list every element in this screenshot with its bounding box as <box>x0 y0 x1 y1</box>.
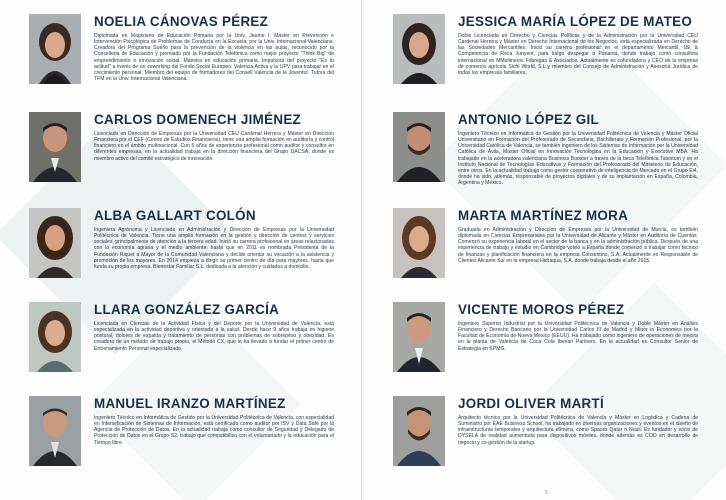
profile-bio: Arquitecto técnico por la Universidad Politécnica de Valencia y Máster en Logística y Cadena de Suministro por EAE Business School, ha trabajado en diversas organizaciones y eventos en el diseño de infraestructuras temporales y arquitectura efímera, como Spaces Qatar o Nuuli. Es fundador y socio de DYSELA de realidad aumentada para dispositivos móviles, donde además es COO en desarrollo de negocio y co-gestión de la startup. <box>458 415 698 446</box>
profile-entry <box>0 208 362 298</box>
profile-bio: Diplomada en Magisterio de Educación Primaria por la Univ. Jaume I, Máster en Prevención e Intervención Psicológica de Problemas de Conducta en la Escuela, por la Univ. Internacional Valenciana. Creadora del Programa Sueño para la prevención de la violencia en las aulas, reconocido por la Conselleria de Educación y premiado por la Fundación Telefónica como mejor proyecto "Think Big" de emprendimiento e innovación social. Maestra en educación primaria. Impulsora del proyecto "Es tu actitud" a través de un coworking del Fondo Social Europeo. Valencia Activa y la UPV para trabajar en el crecimiento personal. Miembro del equipo de formadores del Consell Valencià de la Joventut. Tutora del TFM en la Univ. Internacional Valenciana. <box>94 33 334 83</box>
right-page <box>364 0 726 500</box>
profile-name: CARLOS DOMENECH JIMÉNEZ <box>94 112 302 127</box>
left-page <box>0 0 362 500</box>
profile-bio: Ingeniero Superior Industrial por la Universidad Politécnica de Valencia y Doble Máster en Análisis Financiero y Derecho Bancario por la Universidad Carlos III de Madrid y Minor in Economics por la Facultad de Economía de Nueva México (EEUU). Ha trabajado como ingeniero de operaciones de mejora en la planta de Valencia de Coca Cola Iberian Partners. En la actualidad es Consultor Senior de Estrategia en KPMG. <box>458 321 698 352</box>
profile-bio: Licenciada en Ciencias de la Actividad Física y del Deporte por la Universidad de Valencia, está especializada en la actividad deportiva y orientada a la salud. Desde hace 9 años trabaja en higiene postural, dolores de espalda y tratamiento de personas con problemas de sobrepeso y obesidad. Es creadora de un método de trabajo propio, el Método CX, que le ha llevado a fundar el primer centro de Entrenamiento Personal especializado. <box>94 321 334 352</box>
profile-name: MANUEL IRANZO MARTÍNEZ <box>94 396 286 411</box>
profile-entry <box>364 112 726 202</box>
profile-entry <box>0 112 362 202</box>
profile-entry <box>0 302 362 392</box>
profile-bio: Licenciado en Dirección de Empresas por la Universidad CEU Cardenal Herrera y Máster en Dirección Financiera por el CEF (Centro de Estudios Financieros), tiene una amplia formación en auditoría y control financiero en el ámbito multinacional. Con 5 años de experiencia profesional como auditor y consultor en diferentes empresas, en la actualidad trabaja en la dirección financiera del Grupo DACSA, donde es miembro activo del comité estratégico de innovación. <box>94 131 334 162</box>
profile-bio: Ingeniera Agrónoma y Licenciada en Administración y Dirección de Empresas por la Universidad Politécnica de Valencia. Tiene una amplia formación en la gestión y dirección de centros y servicios sociales, principalmente de atención a la tercera edad. Inició su carrera profesional en áreas relacionadas con la economía agraria y el medio ambiente, hasta que en 2011 es nombrada Presidenta de la Fundación Riquet a Mayor de la Comunidad Valenciana y decide orientar su vocación a la asistencia y promoción de los mayores. En 2014 empieza a dirigir su primer centro de día para mayores, hasta que funda su propia empresa, Bienestar Familiar S.L. dedicada a la atención y cuidados a domicilio. <box>94 227 334 270</box>
profile-photo <box>393 112 445 182</box>
profile-name: ALBA GALLART COLÓN <box>94 208 256 223</box>
profile-entry <box>0 14 362 104</box>
profile-name: JESSICA MARÍA LÓPEZ DE MATEO <box>458 14 693 29</box>
profile-name: VICENTE MOROS PÉREZ <box>458 302 625 317</box>
profile-photo <box>29 302 81 372</box>
profile-entry <box>364 396 726 486</box>
profile-name: LLARA GONZÁLEZ GARCÍA <box>94 302 280 317</box>
profile-entry <box>0 396 362 486</box>
profile-bio: Graduada en Administración y Dirección de Empresas por la Universidad de Murcia, es también diplomada en Ciencias Empresariales por la Universidad de Alicante y Máster en Auditoría de Cuentas. Comenzó su experiencia laboral en el sector de la banca y en la administración pública. Después de una experiencia de trabajo y estudio en Cambridge volvió a España donde comenzó a trabajar como técnico de finanzas y planificación financiera en la empresa Consentino, S.A. Actualmente es Responsable de Clientes Alicante Sur en la empresa Hidraqua, S.A. donde trabaja desde el año 2015. <box>458 227 698 264</box>
profile-bio: Ingeniero Técnico en Informática de Gestión por la Universidad Politécnica de Valencia, con especialidad en Intensificación de Sistemas de Información, está certificado como auditor por ISV y Data Safe por la Agencia de Protección de Datos. En la actualidad trabaja como consultor de Seguridad y Delegado de Protección de Datos en el Grupo S2, trabajo que compatibiliza con el voluntariado y la educación para el Tiempo libre. <box>94 415 334 446</box>
profile-entry <box>364 208 726 298</box>
profile-bio: Doble Licenciada en Derecho y Ciencias Políticas y de la Administración por la Universidad CEU Cardenal Herrera y Máster en Derecho Internacional de los Negocios, está especializada en Derecho de las Sociedades Mercantiles. Inició su carrera profesional en el departamento Mercantil, UE & Competencia de Roca Junyent, para luego despegar a Panamá, donde trabajó como consultora internacional en MMoliineros Fobregas & Asociados. Actualmente es cofundadora y CEO de la empresa de comercio agrícola Sichi World, S.L y miembro del Consejo de Administración y Asesoría Jurídica de todas las empresas familiares. <box>458 33 698 76</box>
profile-name: NOELIA CÁNOVAS PÉREZ <box>94 14 269 29</box>
profile-photo <box>393 208 445 278</box>
profile-photo <box>393 14 445 84</box>
profile-photo <box>29 112 81 182</box>
profile-bio: Ingeniero Técnico en Informática de Gestión por la Universidad Politécnica de Valencia y Máster Oficial Universitario en Formación del Profesorado de Secundaria, Bachillerato y Formación Profesional, por la Universidad Católica de Valencia, se también ingeniero de los Sistemas de Información por la Universidad Católica de Ávila, Máster Oficial en Innovación Tecnológica en la Educación y Executive MBA. Ha trabajado en la aceleradora valenciana Business Booster a través de la beca Telefónica Talentum y en el Instituto Nacional de Tecnologías Educativas y Formación del Profesorado del Ministerio de Educación, entre otros. En la actualidad trabaja como gestor cooperativo de inteligencia de Mercado en el Grupo Ei4, donde ha sido, además, responsable de proyectos digitales y de su implantación en España, Colombia, Argentina y México. <box>458 131 698 187</box>
profile-photo <box>29 208 81 278</box>
profile-entry <box>364 14 726 104</box>
page-number: 5 <box>545 490 548 496</box>
profile-photo <box>393 396 445 466</box>
profile-name: JORDI OLIVER MARTÍ <box>458 396 605 411</box>
profile-photo <box>393 302 445 372</box>
profile-name: MARTA MARTÍNEZ MORA <box>458 208 629 223</box>
profile-name: ANTONIO LÓPEZ GIL <box>458 112 599 127</box>
profile-photo <box>29 396 81 466</box>
profile-photo <box>29 14 81 84</box>
profile-entry <box>364 302 726 392</box>
